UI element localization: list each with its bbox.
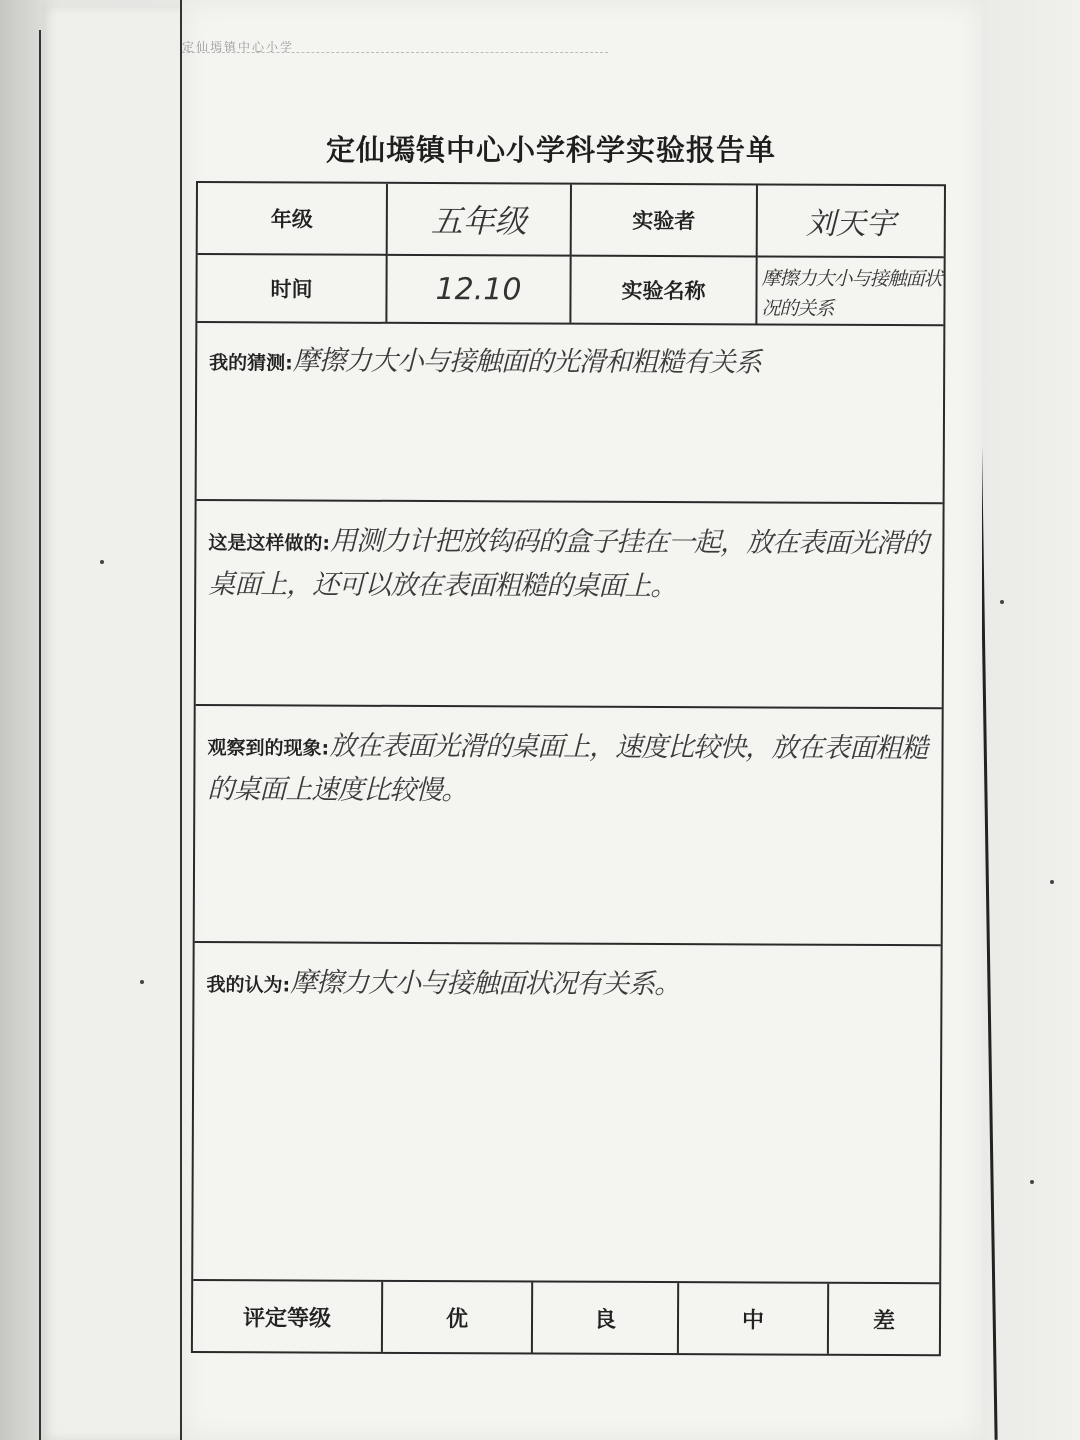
paper-speck <box>1000 600 1004 604</box>
grade-label: 年级 <box>270 207 313 232</box>
grade-option-medium <box>679 1283 829 1354</box>
conclusion-text: 摩擦力大小与接触面状况有关系。 <box>290 967 681 1001</box>
observation-text: 放在表面光滑的桌面上，速度比较快，放在表面粗糙的桌面上速度比较慢。 <box>207 730 928 807</box>
experimenter-label-cell <box>572 185 758 258</box>
guess-text: 摩擦力大小与接触面的光滑和粗糙有关系 <box>292 345 761 379</box>
grade-value: 五年级 <box>430 202 527 241</box>
grading-label-cell <box>193 1281 383 1352</box>
grade-option-poor <box>829 1284 939 1354</box>
report-form <box>191 181 946 1356</box>
grading-label: 评定等级 <box>242 1305 332 1332</box>
grading-row <box>193 1281 939 1354</box>
experiment-name-value: 摩擦力大小与接触面状况的关系 <box>761 267 942 320</box>
info-grid <box>197 183 944 326</box>
paper-speck <box>100 560 104 564</box>
observation-label: 观察到的现象: <box>207 737 330 760</box>
grade-option-label: 差 <box>872 1308 896 1334</box>
grade-option-excellent <box>383 1282 533 1353</box>
paper-speck <box>1030 1180 1034 1184</box>
guess-label: 我的猜测: <box>209 352 293 375</box>
conclusion-label: 我的认为: <box>206 974 291 997</box>
grade-label-cell <box>198 183 388 256</box>
grade-option-good <box>533 1282 679 1353</box>
time-value-cell <box>387 256 571 323</box>
observation-section <box>195 706 942 946</box>
paper-speck <box>1050 880 1054 884</box>
method-text: 用测力计把放钩码的盒子挂在一起，放在表面光滑的桌面上，还可以放在表面粗糙的桌面上。 <box>208 525 929 603</box>
guess-section <box>197 321 944 504</box>
experiment-name-value-cell <box>757 257 943 324</box>
experiment-name-label-cell <box>571 257 757 324</box>
experimenter-value: 刘天宇 <box>805 206 896 243</box>
time-label: 时间 <box>270 277 313 302</box>
grade-option-label: 良 <box>593 1307 617 1333</box>
grade-value-cell <box>388 184 572 257</box>
header-strip: 定仙墕镇中心小学 <box>182 38 608 53</box>
time-label-cell <box>197 255 387 322</box>
conclusion-section <box>193 943 940 1284</box>
page-title: 定仙墕镇中心小学科学实验报告单 <box>326 133 777 167</box>
experiment-name-label: 实验名称 <box>621 278 706 304</box>
time-value: 12.10 <box>435 271 522 307</box>
grade-option-label: 优 <box>445 1306 469 1332</box>
left-margin-line <box>39 30 41 1440</box>
method-section <box>196 501 943 709</box>
method-label: 这是这样做的: <box>208 532 331 555</box>
experimenter-label: 实验者 <box>632 208 696 234</box>
left-paper-stack <box>0 0 42 1440</box>
experimenter-value-cell <box>758 185 944 258</box>
grade-option-label: 中 <box>741 1307 765 1333</box>
paper-speck <box>140 980 144 984</box>
